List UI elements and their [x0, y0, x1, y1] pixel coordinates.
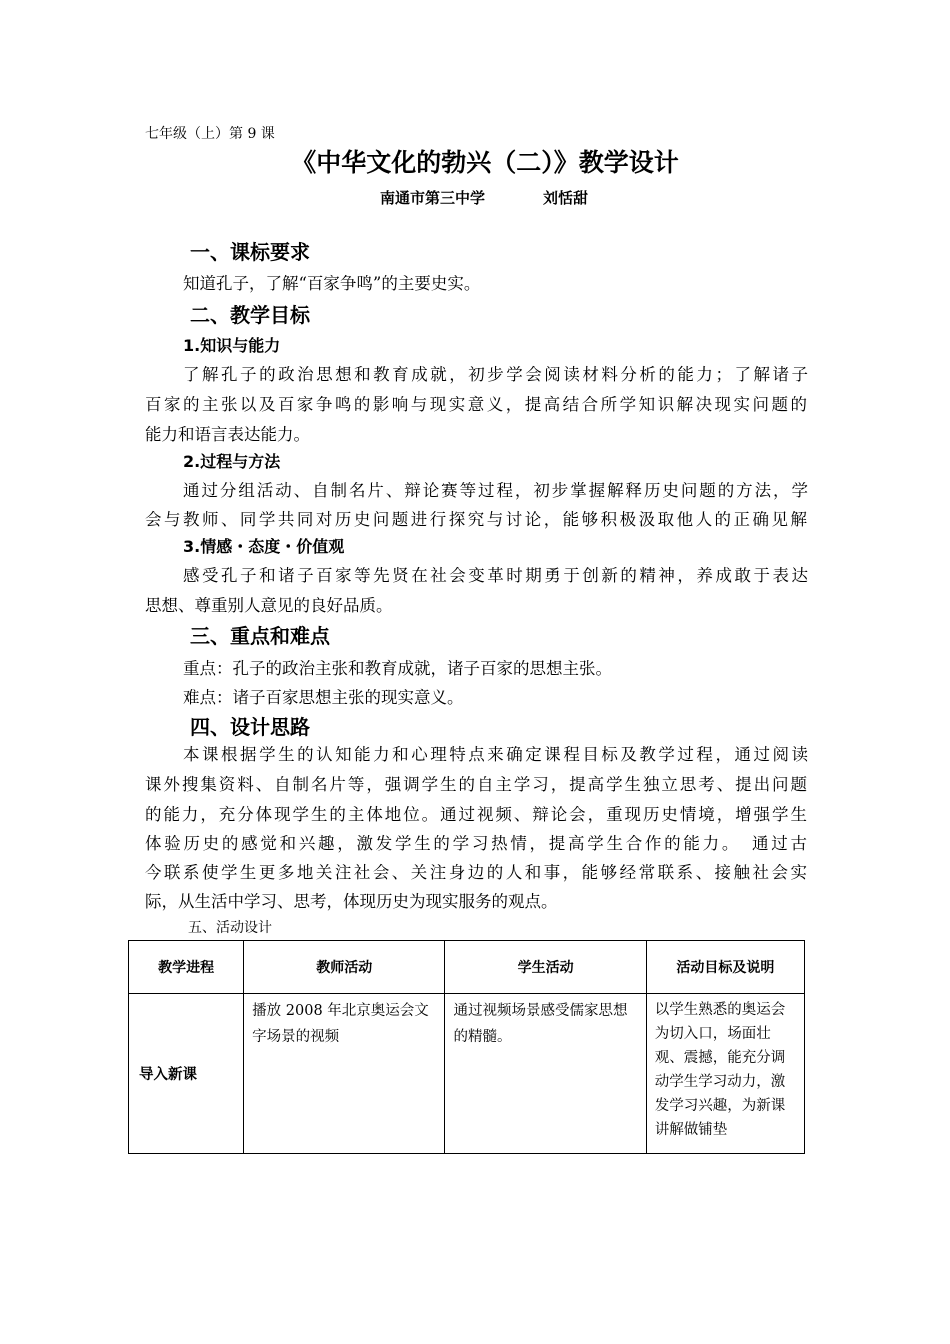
section-2-heading: 二、教学目标 — [190, 303, 310, 327]
paragraph-line: 今联系使学生更多地关注社会、关注身边的人和事，能够经常联系、接触社会实 — [145, 863, 807, 882]
table-header: 活动目标及说明 — [646, 941, 804, 994]
paragraph-line: 思想、尊重别人意见的良好品质。 — [145, 596, 393, 615]
school-name: 南通市第三中学 — [380, 189, 486, 207]
paragraph-line: 的能力，充分体现学生的主体地位。通过视频、辩论会，重现历史情境，增强学生 — [145, 805, 807, 824]
activity-table — [128, 940, 805, 1154]
author-name: 刘恬甜 — [543, 189, 589, 207]
table-row — [129, 994, 805, 1154]
paragraph-line: 了解孔子的政治思想和教育成就，初步学会阅读材料分析的能力；了解诸子 — [183, 365, 808, 384]
student-activity: 通过视频场景感受儒家思想的精髓。 — [453, 1003, 628, 1045]
paragraph-line: 会与教师、同学共同对历史问题进行探究与讨论，能够积极汲取他人的正确见解 — [145, 510, 807, 529]
section-2-sub-3: 3.情感・态度・价值观 — [183, 537, 345, 556]
difficult-point: 难点：诸子百家思想主张的现实意义。 — [183, 688, 464, 707]
paragraph-line: 百家的主张以及百家争鸣的影响与现实意义，提高结合所学知识解决现实问题的 — [145, 395, 807, 414]
table-header: 学生活动 — [445, 941, 646, 994]
paragraph-line: 课外搜集资料、自制名片等，强调学生的自主学习，提高学生独立思考、提出问题 — [145, 775, 807, 794]
teacher-activity: 播放 2008 年北京奥运会文字场景的视频 — [252, 1003, 429, 1045]
stage-text: 导入新课 — [139, 1067, 197, 1083]
key-point: 重点：孔子的政治主张和教育成就，诸子百家的思想主张。 — [183, 659, 612, 678]
paragraph-line: 感受孔子和诸子百家等先贤在社会变革时期勇于创新的精神，养成敢于表达 — [183, 566, 808, 585]
paragraph-line: 际，从生活中学习、思考，体现历史为现实服务的观点。 — [145, 892, 558, 911]
paragraph-line: 体验历史的感觉和兴趣，激发学生的学习热情，提高学生合作的能力。 通过古 — [145, 834, 807, 853]
table-cell-teacher — [244, 994, 445, 1154]
paragraph-line: 能力和语言表达能力。 — [145, 425, 310, 444]
section-1-text: 知道孔子，了解“百家争鸣”的主要史实。 — [183, 274, 481, 293]
section-2-sub-2: 2.过程与方法 — [183, 452, 281, 471]
author-line — [380, 187, 588, 208]
section-2-sub-1: 1.知识与能力 — [183, 336, 281, 355]
grade-label: 七年级（上）第 9 课 — [145, 126, 275, 142]
section-1-heading: 一、课标要求 — [190, 240, 310, 264]
table-cell-stage — [129, 994, 244, 1154]
document-title: 《中华文化的勃兴（二）》教学设计 — [291, 148, 679, 177]
table-header-row — [129, 941, 805, 994]
table-header: 教师活动 — [244, 941, 445, 994]
table-cell-student — [445, 994, 646, 1154]
paragraph-line: 通过分组活动、自制名片、辩论赛等过程，初步掌握解释历史问题的方法，学 — [183, 481, 808, 500]
section-5-heading: 五、活动设计 — [188, 920, 272, 936]
table-cell-goal — [646, 994, 804, 1154]
activity-goal: 以学生熟悉的奥运会为切入口，场面壮观、震撼，能充分调动学生学习动力，激发学习兴趣，为新课讲解做铺垫 — [654, 1002, 786, 1138]
paragraph-line: 本课根据学生的认知能力和心理特点来确定课程目标及教学过程，通过阅读 — [183, 745, 808, 764]
section-4-heading: 四、设计思路 — [190, 715, 310, 739]
section-3-heading: 三、重点和难点 — [190, 624, 330, 648]
table-header: 教学进程 — [129, 941, 244, 994]
